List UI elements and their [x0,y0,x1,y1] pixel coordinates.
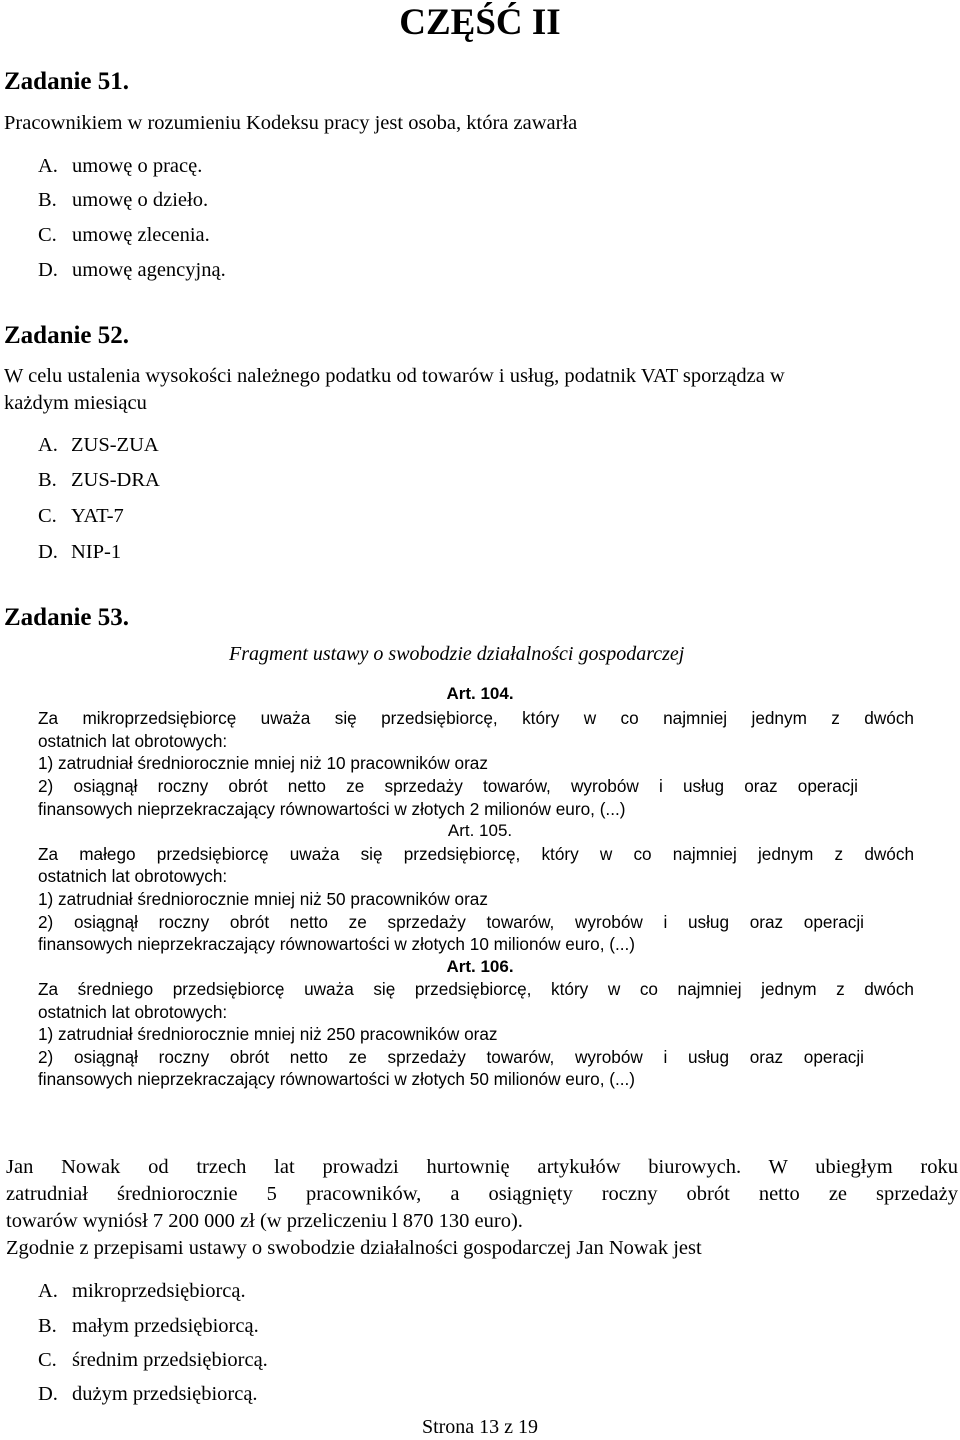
option-letter: D. [38,1383,58,1405]
option-letter: C. [38,224,57,246]
task-52-option-d [38,539,121,565]
article-105-intro-cont: ostatnich lat obrotowych: [38,866,228,886]
article-106-point-2 [38,1046,864,1068]
task-53-title: Zadanie 53. [4,604,130,631]
article-106-point-2-cont: finansowych nieprzekraczający równowartości w złotych 50 milionów euro, (...) [38,1069,636,1089]
task-51-option-a [38,153,202,179]
article-104-intro-cont: ostatnich lat obrotowych: [38,731,228,751]
task-53-option-c [38,1347,268,1373]
option-letter: D. [38,541,58,563]
article-106-point-1: 1) zatrudniał średniorocznie mniej niż 250 pracowników oraz [38,1024,498,1044]
page-number: Strona 13 z 19 [421,1416,539,1438]
article-106-heading: Art. 106. [446,957,514,976]
article-104-point-1: 1) zatrudniał średniorocznie mniej niż 10 pracowników oraz [38,753,488,773]
article-105-point-1: 1) zatrudniał średniorocznie mniej niż 50 pracowników oraz [38,889,488,909]
article-106-intro-cont: ostatnich lat obrotowych: [38,1002,228,1022]
option-letter: A. [38,155,58,177]
task-51-option-b [38,187,208,213]
task-52-title: Zadanie 52. [4,322,130,349]
option-text: umowę agencyjną. [72,259,226,281]
article-105-point-2 [38,911,864,933]
story-line-3: towarów wyniósł 7 200 000 zł (w przeliczeniu l 870 130 euro). [6,1210,523,1232]
option-letter: C. [38,505,57,527]
option-text: średnim przedsiębiorcą. [72,1349,268,1371]
option-letter: B. [38,1315,57,1337]
option-letter: A. [38,434,58,456]
option-text: umowę o dzieło. [72,189,209,211]
story-question: Zgodnie z przepisami ustawy o swobodzie działalności gospodarczej Jan Nowak jest [6,1237,702,1259]
task-51-question: Pracownikiem w rozumieniu Kodeksu pracy jest osoba, która zawarła [4,112,578,134]
article-104-heading: Art. 104. [446,684,514,703]
option-text: YAT-7 [71,505,124,527]
article-104-point-2-text: 2) osiągnął roczny obrót netto ze sprzedaży towarów, wyrobów i usług oraz operacji [38,776,858,796]
option-letter: A. [38,1280,58,1302]
task-53-option-d [38,1381,258,1407]
task-52-question-line2: każdym miesiącu [4,392,147,414]
article-104-point-2 [38,775,858,797]
article-105-point-2-cont: finansowych nieprzekraczający równowartości w złotych 10 milionów euro, (...) [38,934,636,954]
article-106-intro: Za średniego przedsiębiorcę uważa się przedsiębiorcę, który w co najmniej jednym z dwóch [38,979,914,999]
article-105-heading: Art. 105. [447,821,513,840]
article-106-point-2-text: 2) osiągnął roczny obrót netto ze sprzedaży towarów, wyrobów i usług oraz operacji [38,1047,864,1067]
task-52-option-c [38,503,124,529]
option-text: umowę zlecenia. [72,224,210,246]
task-51-option-c [38,222,210,248]
task-51-title: Zadanie 51. [4,68,130,95]
task-52-option-a [38,432,159,458]
task-53-option-a [38,1278,246,1304]
option-text: NIP-1 [71,541,122,563]
task-52-option-b [38,467,160,493]
article-104-intro: Za mikroprzedsiębiorcę uważa się przedsiębiorcę, który w co najmniej jednym z dwóch [38,708,914,728]
option-text: umowę o pracę. [72,155,203,177]
article-105-point-2-text: 2) osiągnął roczny obrót netto ze sprzedaży towarów, wyrobów i usług oraz operacji [38,912,864,932]
task-51-option-d [38,257,226,283]
part-title: CZĘŚĆ II [399,2,561,43]
option-text: ZUS-DRA [71,469,160,491]
article-105-intro: Za małego przedsiębiorcę uważa się przedsiębiorcę, który w co najmniej jednym z dwóch [38,844,914,864]
story-line-1: Jan Nowak od trzech lat prowadzi hurtownię artykułów biurowych. W ubiegłym roku [6,1156,958,1178]
option-letter: D. [38,259,58,281]
option-text: małym przedsiębiorcą. [72,1315,259,1337]
option-text: ZUS-ZUA [71,434,159,456]
option-letter: B. [38,189,57,211]
option-text: mikroprzedsiębiorcą. [72,1280,246,1302]
task-53-option-b [38,1313,259,1339]
task-52-question-line1: W celu ustalenia wysokości należnego podatku od towarów i usług, podatnik VAT sporządza w [4,365,785,387]
option-letter: B. [38,469,57,491]
article-104-point-2-cont: finansowych nieprzekraczający równowartości w złotych 2 milionów euro, (...) [38,799,626,819]
option-text: dużym przedsiębiorcą. [72,1383,258,1405]
fragment-title: Fragment ustawy o swobodzie działalności gospodarczej [229,643,685,665]
story-line-2: zatrudniał średniorocznie 5 pracowników, a osiągnięty roczny obrót netto ze sprzedaży [6,1183,958,1205]
option-letter: C. [38,1349,57,1371]
